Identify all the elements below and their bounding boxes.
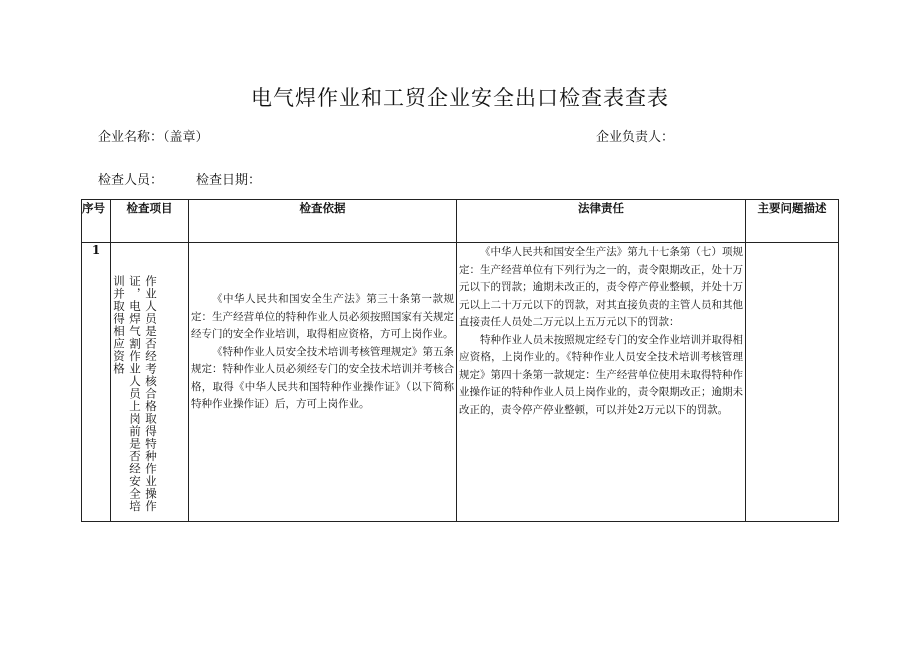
basis-paragraph: 《特种作业人员安全技术培训考核管理规定》第五条规定：特种作业人员必须经专门的安全技术培训并考核合格，取得《中华人民共和国特种作业操作证》（以下简称特种作业操作证）后，方可上岗作业。	[191, 345, 454, 410]
column-header-issues: 主要问题描述	[746, 200, 839, 243]
table-row	[82, 243, 839, 522]
basis-cell	[189, 243, 457, 522]
issues-description-cell[interactable]	[746, 243, 839, 522]
table-header-row	[82, 200, 839, 243]
column-header-item: 检查项目	[111, 200, 189, 243]
column-header-basis: 检查依据	[189, 200, 457, 243]
column-header-liability: 法律责任	[457, 200, 746, 243]
company-name-label: 企业名称：（盖章）	[98, 130, 209, 145]
check-item-text: 作业人员是否经考核合格取得特种作业操作证，电焊气割作业人员上岗前是否经安全培训并取得相应资格	[112, 275, 158, 513]
check-item-cell	[111, 243, 189, 522]
company-leader-label: 企业负责人：	[596, 130, 675, 145]
document-title: 电气焊作业和工贸企业安全出口检查表查表	[251, 86, 669, 110]
row-number: 1	[82, 243, 111, 522]
liability-paragraph: 特种作业人员未按照规定经专门的安全作业培训并取得相应资格，上岗作业的。《特种作业人员安全技术培训考核管理规定》第四十条第一款规定：生产经营单位使用未取得特种作业操作证的特种作业人员上岗作业的，责令限期改正；逾期未改正的，责令停产停业整顿，可以并处2万元以下的罚款。	[459, 333, 743, 416]
inspection-table	[81, 199, 839, 522]
liability-paragraph: 《中华人民共和国安全生产法》第九十七条第（七）项规定：生产经营单位有下列行为之一的，责令限期改正，处十万元以下的罚款；逾期未改正的，责令停产停业整顿，并处十万元以上二十万元以下的罚款，对其直接负责的主管人员和其他直接责任人员处二万元以上五万元以下的罚款：	[459, 246, 743, 328]
liability-cell	[457, 243, 746, 522]
inspector-label: 检查人员：	[98, 173, 164, 188]
column-header-seq: 序号	[82, 200, 111, 243]
basis-paragraph: 《中华人民共和国安全生产法》第三十条第一款规定：生产经营单位的特种作业人员必须按照国家有关规定经专门的安全作业培训，取得相应资格，方可上岗作业。	[191, 293, 454, 340]
inspection-date-label: 检查日期：	[196, 173, 262, 188]
